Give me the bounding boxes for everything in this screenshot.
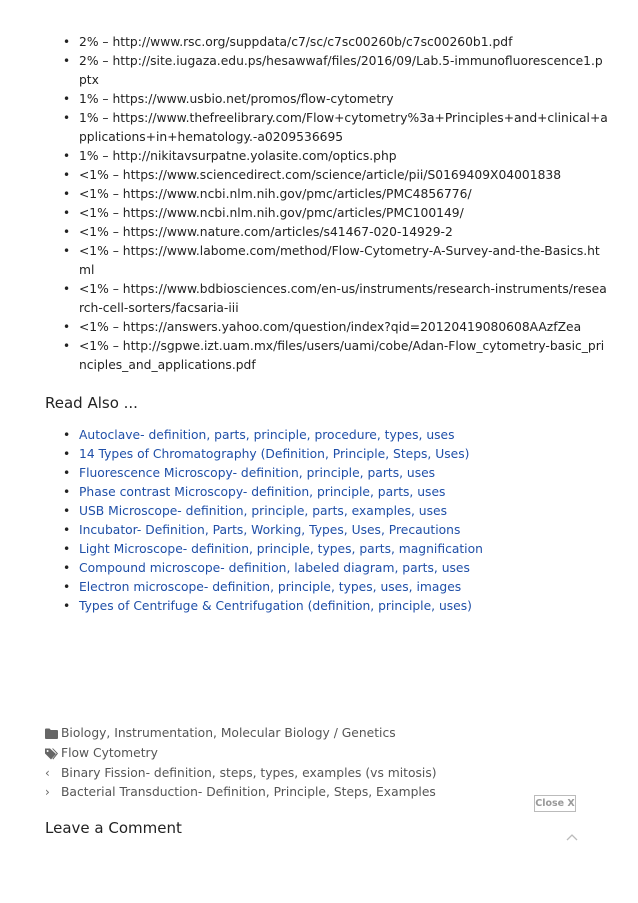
read-also-link[interactable]: Types of Centrifuge & Centrifugation (definition, principle, uses) xyxy=(79,599,472,613)
next-post-link[interactable]: Bacterial Transduction- Definition, Principle, Steps, Examples xyxy=(61,785,436,800)
list-item xyxy=(63,426,608,445)
source-item: • <1% – https://www.nature.com/articles/s41467-020-14929-2 xyxy=(63,223,608,242)
read-also-link[interactable]: Compound microscope- definition, labeled diagram, parts, uses xyxy=(79,561,470,575)
read-also-link[interactable]: Phase contrast Microscopy- definition, principle, parts, uses xyxy=(79,485,446,499)
category-link[interactable]: Instrumentation xyxy=(114,726,213,740)
post-meta xyxy=(45,724,605,803)
source-item: • <1% – https://answers.yahoo.com/question/index?qid=20120419080608AAzfZea xyxy=(63,318,608,337)
prev-post-link[interactable]: Binary Fission- definition, steps, types, examples (vs mitosis) xyxy=(61,765,437,780)
source-item: • <1% – https://www.ncbi.nlm.nih.gov/pmc/articles/PMC4856776/ xyxy=(63,185,608,204)
read-also-link[interactable]: Light Microscope- definition, principle, types, parts, magnification xyxy=(79,542,483,556)
read-also-link[interactable]: Electron microscope- definition, principle, types, uses, images xyxy=(79,580,462,594)
list-item xyxy=(63,502,608,521)
prev-post-row xyxy=(45,764,605,784)
read-also-link[interactable]: Fluorescence Microscopy- definition, principle, parts, uses xyxy=(79,466,436,480)
source-item: • 1% – https://www.usbio.net/promos/flow-cytometry xyxy=(63,90,608,109)
read-also-list xyxy=(63,426,608,616)
read-also-link[interactable]: USB Microscope- definition, principle, parts, examples, uses xyxy=(79,504,447,518)
leave-comment-heading: Leave a Comment xyxy=(45,819,182,837)
source-item: • 2% – http://site.iugaza.edu.ps/hesawwaf/files/2016/09/Lab.5-immunofluorescence1.pptx xyxy=(63,52,608,90)
source-item: • 1% – http://nikitavsurpatne.yolasite.com/optics.php xyxy=(63,147,608,166)
close-ad-button[interactable]: Close X xyxy=(534,795,576,812)
next-post-row xyxy=(45,783,605,803)
tags-row xyxy=(45,744,605,764)
chevron-right-icon: › xyxy=(45,785,50,800)
tag-link[interactable]: Flow Cytometry xyxy=(61,745,158,760)
folder-icon xyxy=(45,728,61,739)
source-item: • 2% – http://www.rsc.org/suppdata/c7/sc/c7sc00260b/c7sc00260b1.pdf xyxy=(63,33,608,52)
read-also-heading: Read Also ... xyxy=(45,394,138,412)
source-item: • <1% – http://sgpwe.izt.uam.mx/files/users/uami/cobe/Adan-Flow_cytometry-basic_principles_and_applications.pdf xyxy=(63,337,608,375)
chevron-up-icon[interactable] xyxy=(566,830,580,844)
list-item xyxy=(63,559,608,578)
sources-list xyxy=(63,33,608,375)
category-link[interactable]: Biology xyxy=(61,726,107,740)
list-item xyxy=(63,483,608,502)
read-also-link[interactable]: 14 Types of Chromatography (Definition, Principle, Steps, Uses) xyxy=(79,447,470,461)
list-item xyxy=(63,445,608,464)
source-item: • 1% – https://www.thefreelibrary.com/Flow+cytometry%3a+Principles+and+clinical+applications+in+hematology.-a0209536695 xyxy=(63,109,608,147)
list-item xyxy=(63,464,608,483)
chevron-left-icon: ‹ xyxy=(45,765,50,780)
source-item: • <1% – https://www.ncbi.nlm.nih.gov/pmc/articles/PMC100149/ xyxy=(63,204,608,223)
source-item: • <1% – https://www.labome.com/method/Flow-Cytometry-A-Survey-and-the-Basics.html xyxy=(63,242,608,280)
categories-row: Biology , Instrumentation , Molecular Biology / Genetics xyxy=(45,724,605,744)
list-item xyxy=(63,597,608,616)
tag-icon xyxy=(45,748,61,760)
read-also-link[interactable]: Autoclave- definition, parts, principle, procedure, types, uses xyxy=(79,428,455,442)
category-link[interactable]: Molecular Biology / Genetics xyxy=(220,726,396,740)
source-item: • <1% – https://www.bdbiosciences.com/en-us/instruments/research-instruments/research-cell-sorters/facsaria-iii xyxy=(63,280,608,318)
list-item xyxy=(63,540,608,559)
list-item xyxy=(63,521,608,540)
list-item xyxy=(63,578,608,597)
source-item: • <1% – https://www.sciencedirect.com/science/article/pii/S0169409X04001838 xyxy=(63,166,608,185)
read-also-link[interactable]: Incubator- Definition, Parts, Working, Types, Uses, Precautions xyxy=(79,523,461,537)
